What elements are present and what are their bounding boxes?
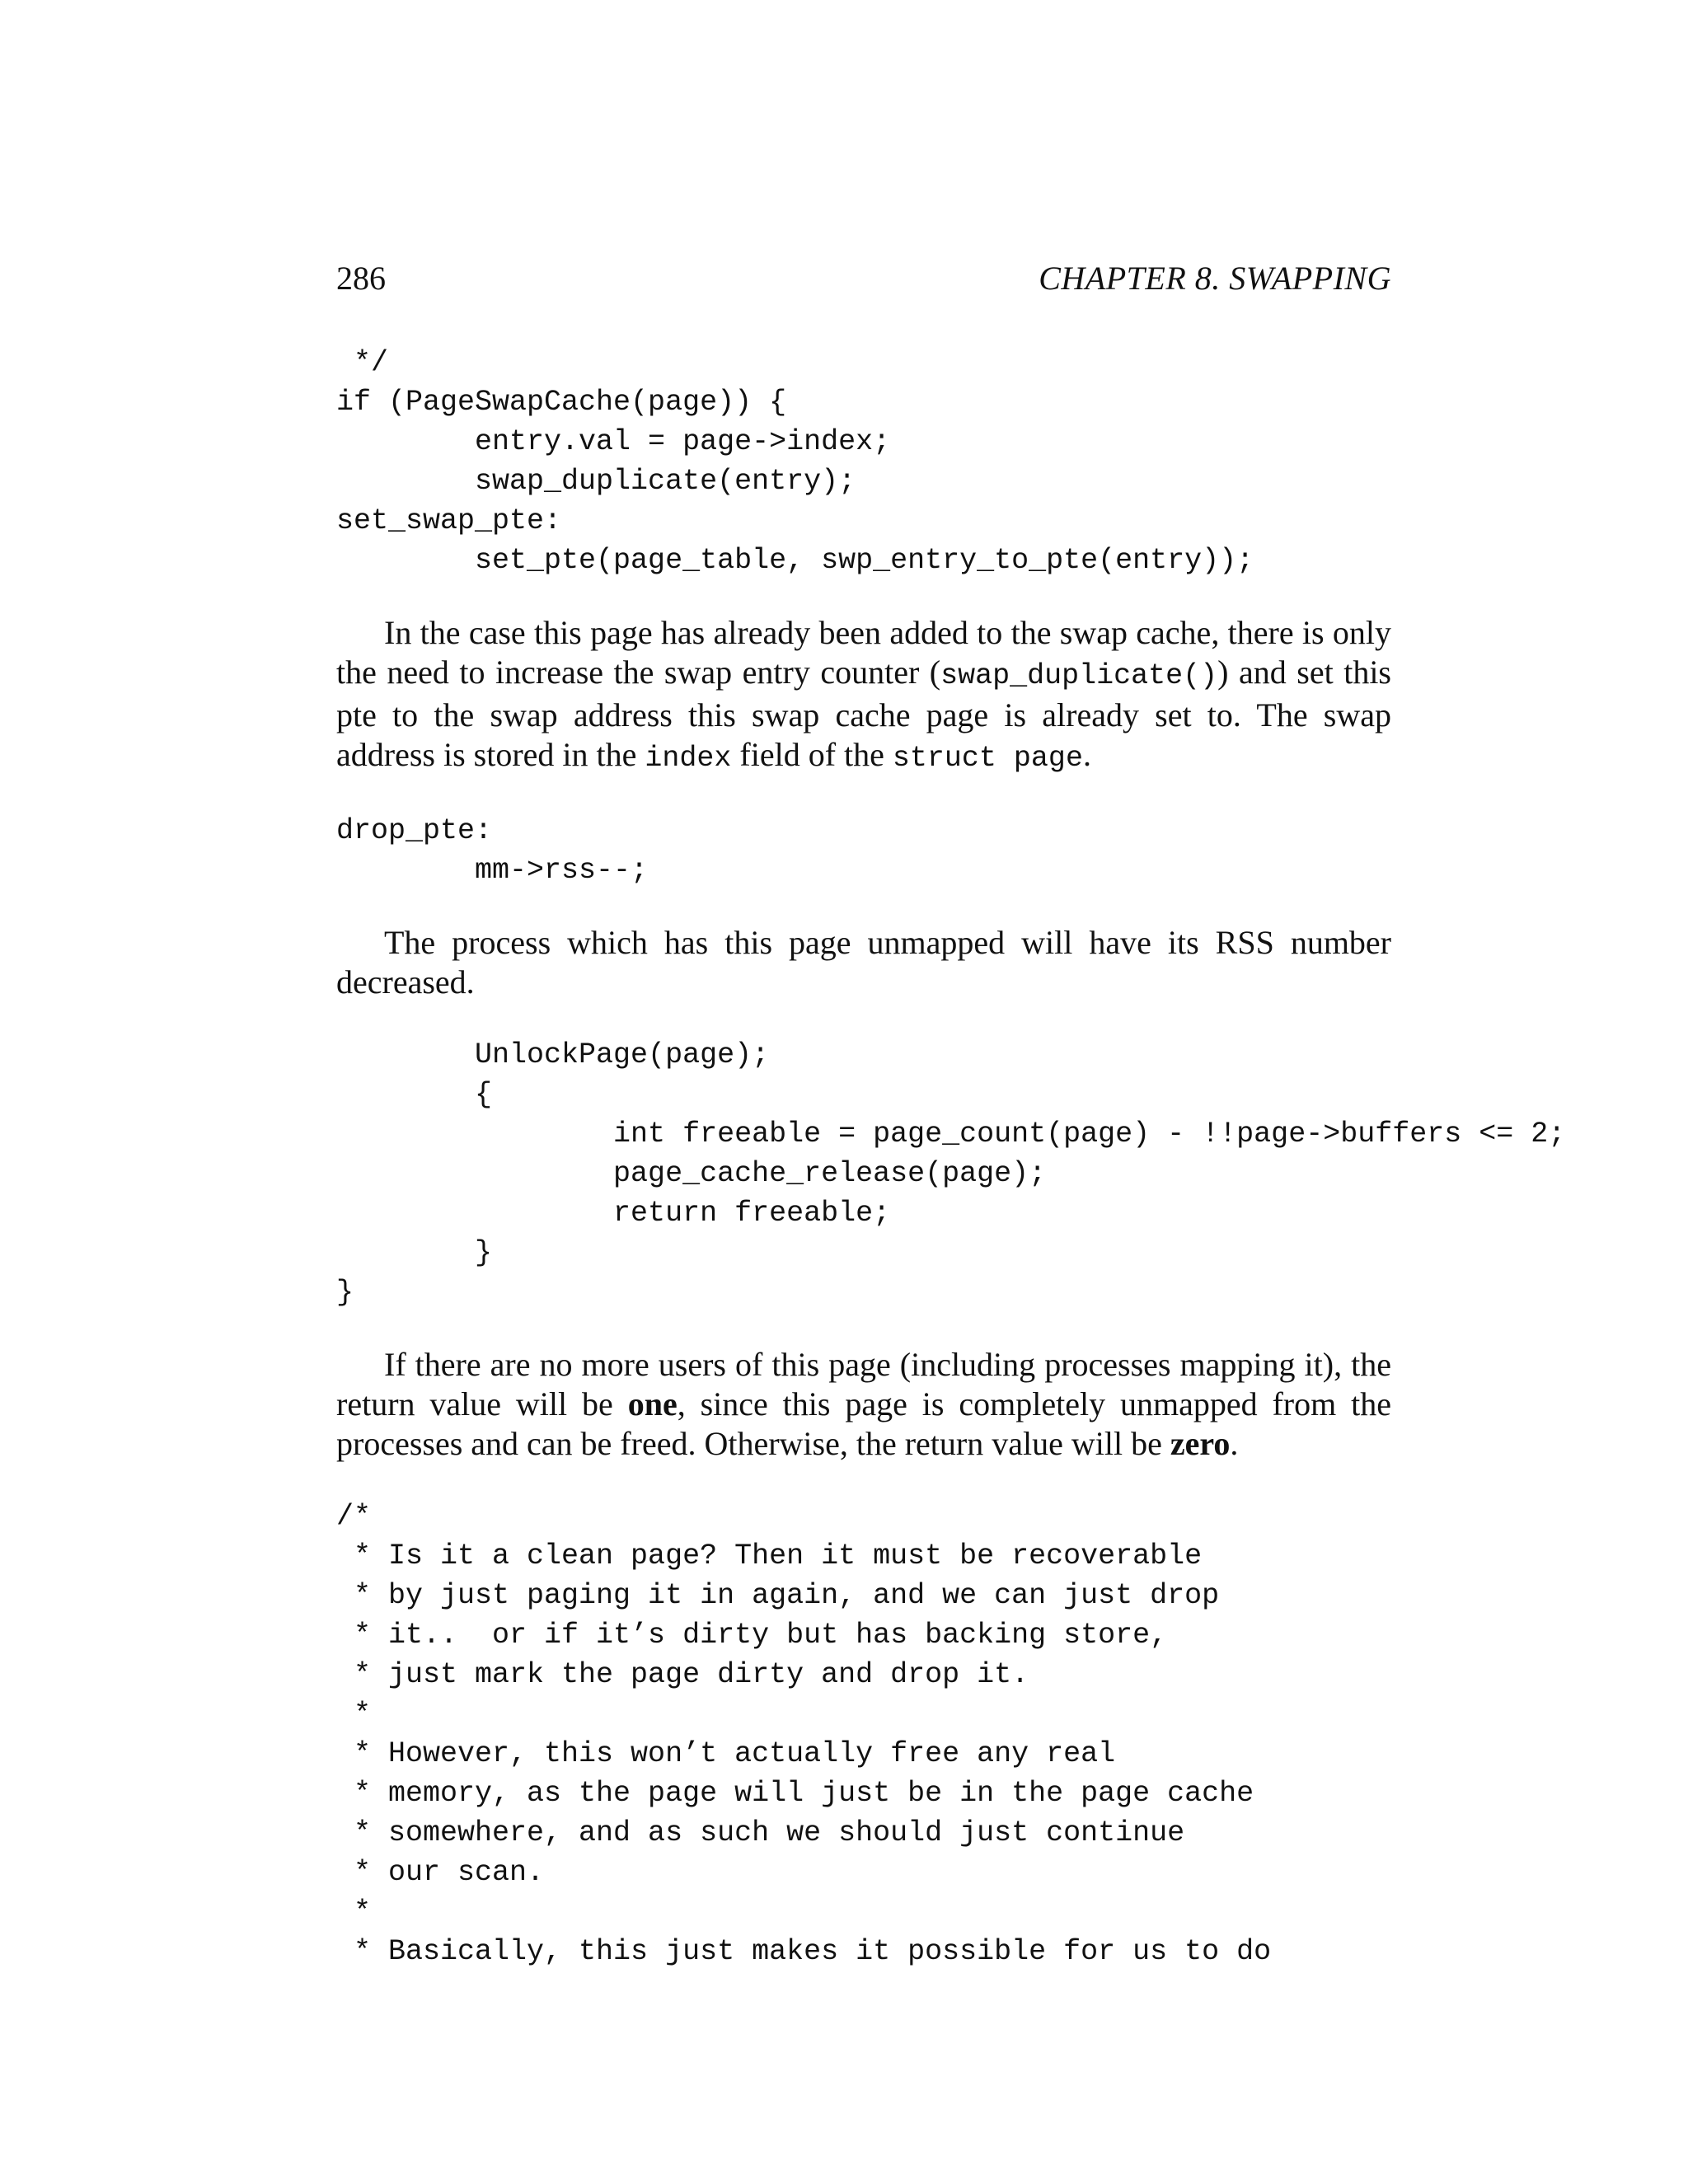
text-fragment: , since this page is completely unmapped from the processes and can be freed. Otherwise, the return value will be	[336, 1385, 1392, 1462]
text-fragment: If there are no more users of this page (including processes mapping it), the return value will be	[336, 1346, 1391, 1422]
code-block-comment: /* * Is it a clean page? Then it must be recoverable * by just paging it in again, and we can just drop * it.. or if it’s dirty but has backing store, * just mark the page dirty and drop it. * * However, this won’t actually free any real * memory, as the page will just be in the page cache * somewhere, and as such we should just continue * our scan. * * Basically, this just makes it possible for us to do	[336, 1500, 1272, 1968]
text-fragment: In the case this page has already been added to the swap cache, there is only the need to increase the swap entry counter (	[336, 614, 1391, 691]
page-header	[336, 257, 1391, 300]
inline-code-index: index	[645, 742, 732, 775]
paragraph-return-value	[336, 1345, 1391, 1464]
paragraph-rss: The process which has this page unmapped will have its RSS number decreased.	[336, 924, 1391, 1001]
text-fragment: .	[1230, 1425, 1239, 1462]
text-fragment: .	[1082, 736, 1091, 773]
bold-one: one	[627, 1385, 678, 1422]
text-fragment: field of the	[731, 736, 893, 773]
inline-code-swap-duplicate: swap_duplicate()	[940, 659, 1218, 692]
code-block-drop-pte: drop_pte: mm->rss--;	[336, 814, 649, 887]
document-page	[336, 257, 1566, 1971]
code-block-swap-cache: */ if (PageSwapCache(page)) { entry.val = page->index; swap_duplicate(entry); set_swap_pte: set_pte(page_table, swp_entry_to_pte(entry));	[336, 346, 1254, 577]
bold-zero: zero	[1170, 1425, 1231, 1462]
paragraph-swap-cache	[336, 613, 1391, 778]
code-block-unlock-page: UnlockPage(page); { int freeable = page_count(page) - !!page->buffers <= 2; page_cache_release(page); return freeable; } }	[336, 1038, 1566, 1309]
page-number: 286	[336, 260, 386, 297]
inline-code-struct-page: struct page	[892, 742, 1083, 775]
running-head: CHAPTER 8. SWAPPING	[1039, 260, 1391, 297]
text-fragment: ) and set this pte to the swap address this swap cache page is already set to. The swap address is stored in the	[336, 654, 1391, 773]
